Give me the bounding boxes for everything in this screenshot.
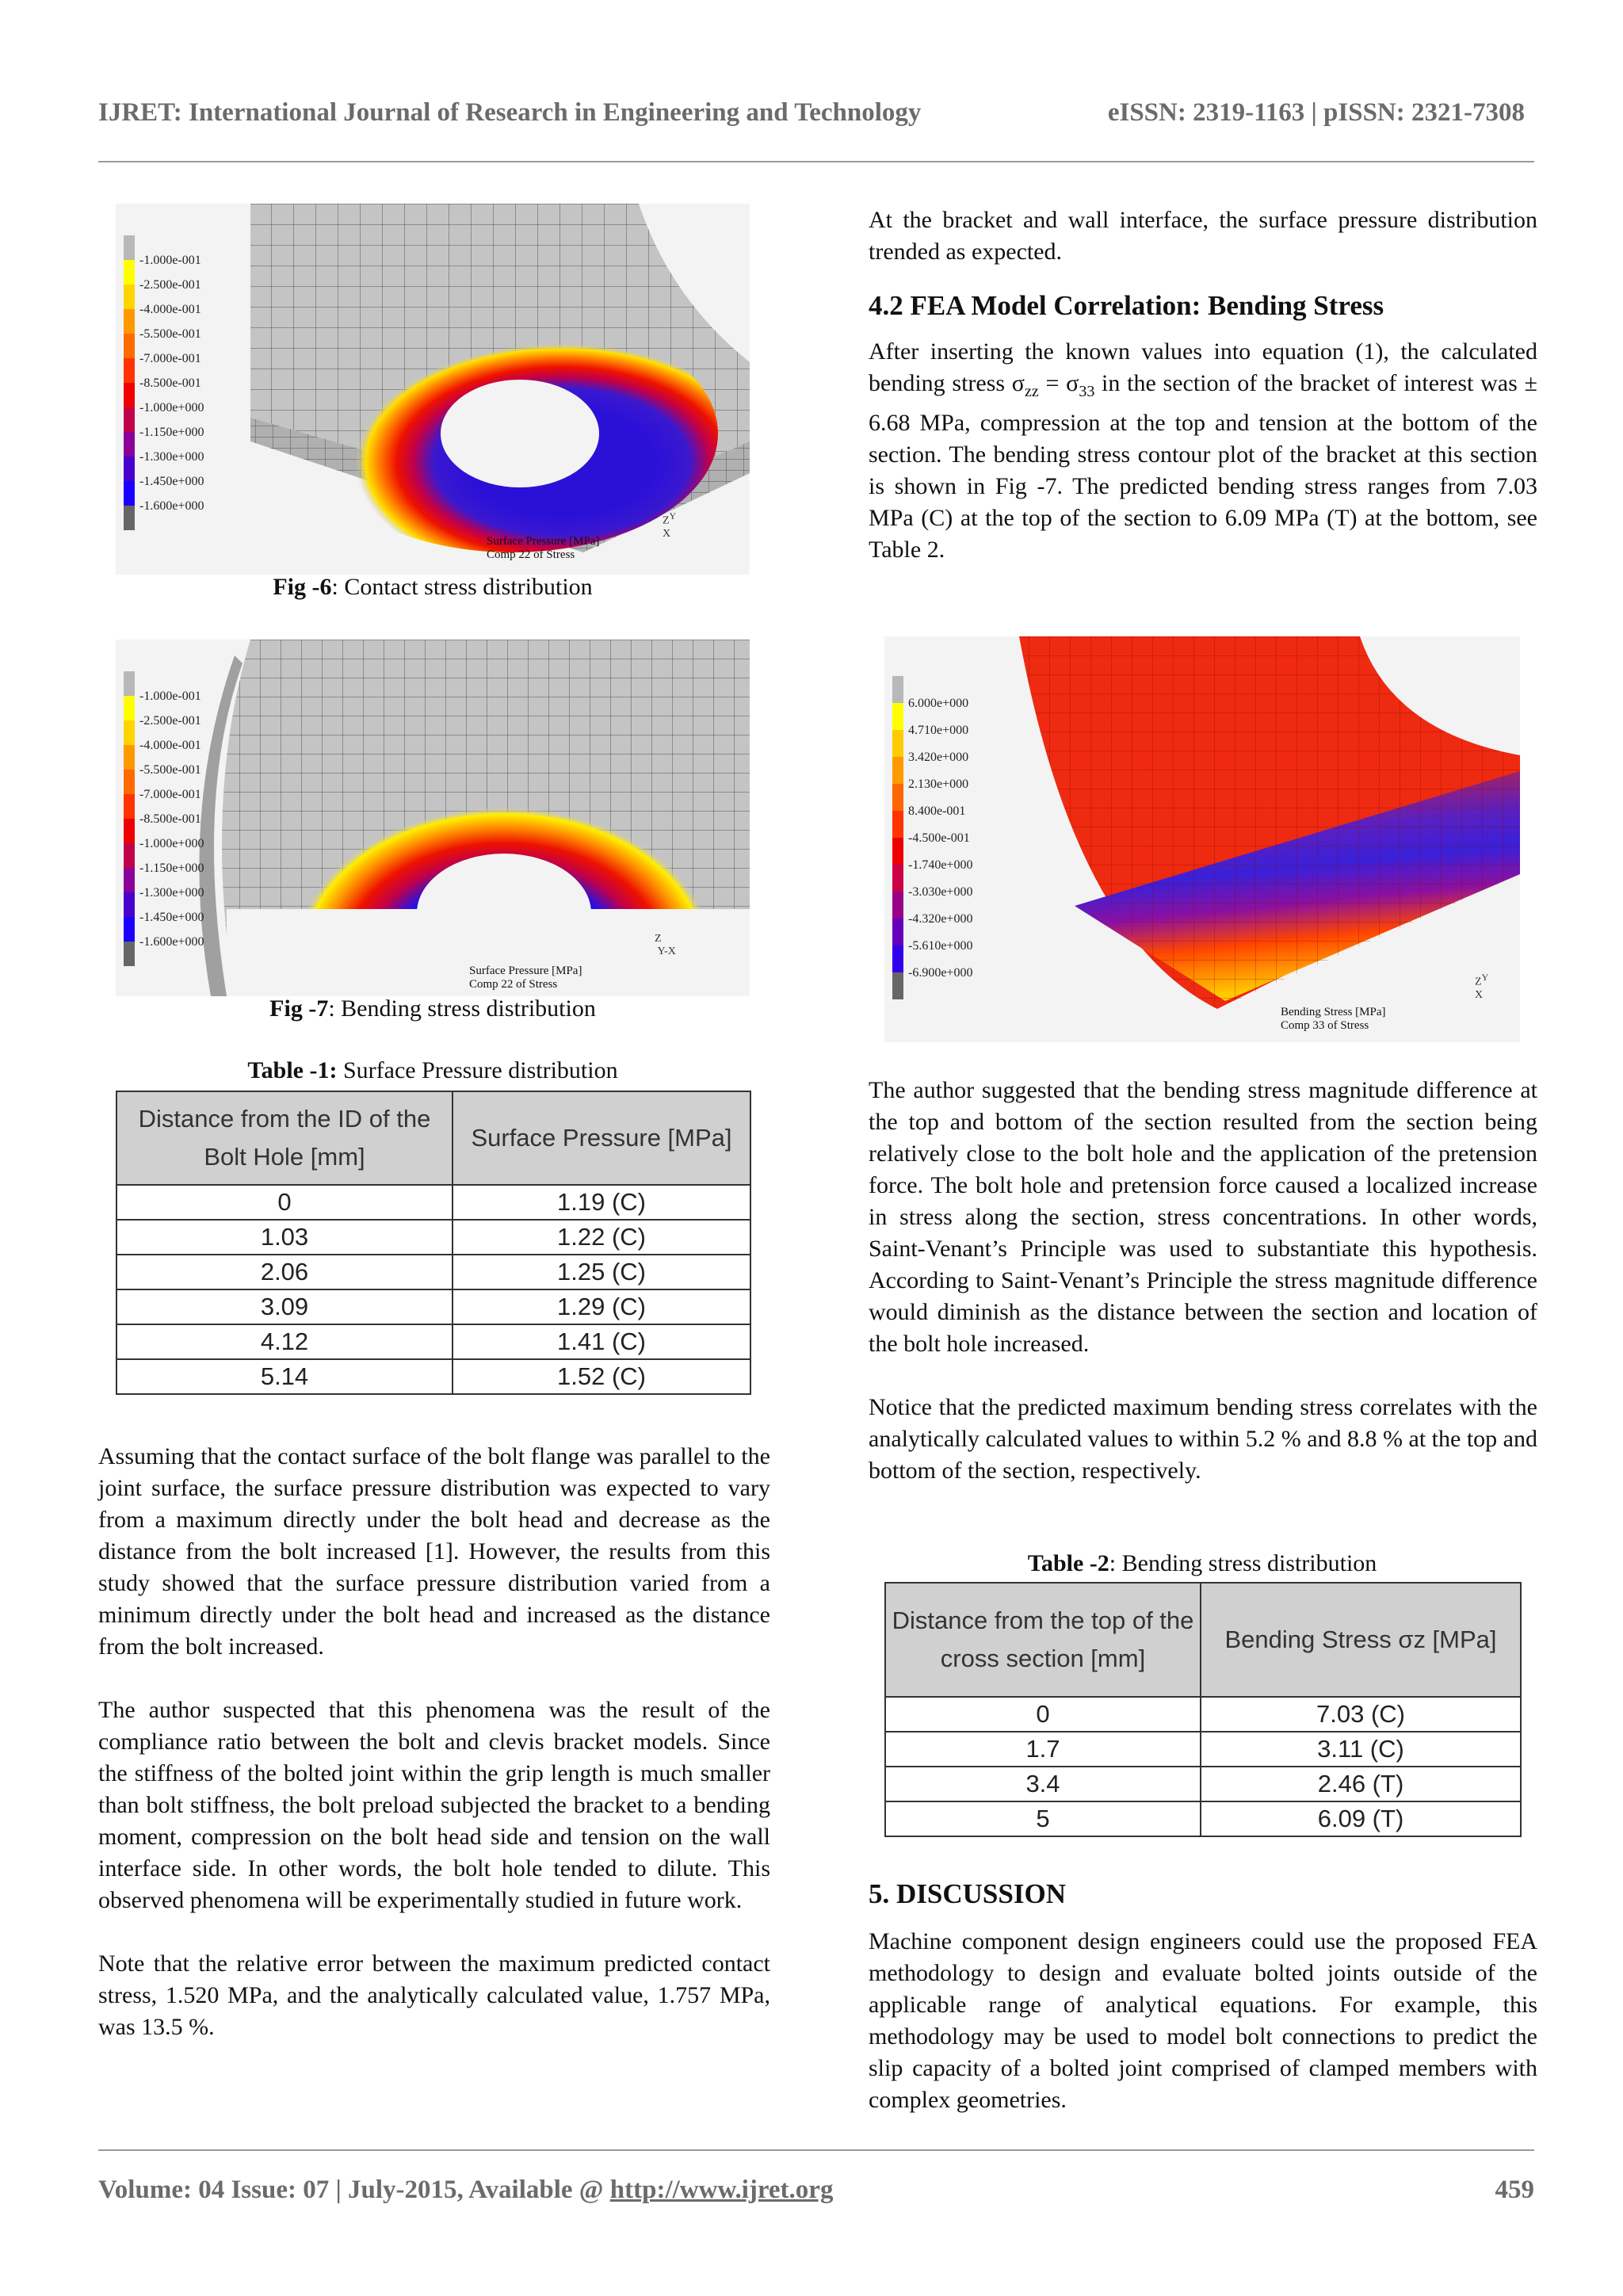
legend-swatch: [124, 671, 135, 696]
legend-label: 4.710e+000: [908, 724, 969, 737]
journal-name: IJRET: International Journal of Research in Engineering and Technology: [98, 98, 922, 127]
table2-cell-value: 7.03 (C): [1201, 1697, 1521, 1732]
right-paragraph-2: The author suggested that the bending stress magnitude difference at the top and bottom of the section resulted from the section being relatively close to the bolt hole and the application of the pretension force. The bolt hole and pretension force caused a localized increase in stress along the section, stress concentrations. In other words, Saint-Venant’s Principle was used to substantiate this hypothesis. According to Saint-Venant’s Principle the stress magnitude difference would diminish as the distance between the section and location of the bolt hole increased.: [869, 1077, 1537, 1357]
table1-cell-distance: 4.12: [116, 1324, 453, 1359]
right-paragraph-3: Notice that the predicted maximum bending stress correlates with the analytically calculated values to within 5.2 % and 8.8 % at the top and bottom of the section, respectively.: [869, 1394, 1537, 1484]
legend-swatch: [124, 819, 135, 843]
legend-label: -4.320e+000: [908, 912, 973, 926]
axis-triad-icon: Z Y-X: [655, 933, 676, 957]
fig7-caption-text: : Bending stress distribution: [328, 995, 596, 1022]
legend-swatch: [124, 506, 135, 530]
fig6-legend-bar: [124, 235, 235, 537]
legend-label: -1.740e+000: [908, 858, 973, 872]
legend-swatch: [892, 757, 903, 784]
issn: eISSN: 2319-1163 | pISSN: 2321-7308: [1107, 98, 1525, 127]
legend-swatch: [124, 745, 135, 770]
table1-label: Table -1:: [247, 1057, 338, 1083]
left-paragraph-1: Assuming that the contact surface of the bolt flange was parallel to the joint surface, the surface pressure distribution was expected to vary from a maximum directly under the bolt head and decrease as the distance from the bolt increased [1]. However, the results from this study showed that the surface pressure distribution varied from a minimum directly under the bolt head and increased as the distance from the bolt increased.: [98, 1443, 770, 1660]
right-column-bottom: [869, 1878, 1537, 2116]
left-paragraph-3: Note that the relative error between the maximum predicted contact stress, 1.520 MPa, and the analytically calculated value, 1.757 MPa, was 13.5 %.: [98, 1950, 770, 2040]
header-rule: [98, 161, 1534, 162]
legend-swatch: [124, 892, 135, 917]
p1-text-b: in the section of the bracket of interest was ± 6.68 MPa, compression at the top and tension at the bottom of the section. The bending stress contour plot of the bracket at this section is shown in Fig -7. The predicted bending stress ranges from 7.03 MPa (C) at the top of the section to 6.09 MPa (T) at the bottom, see Table 2.: [869, 370, 1537, 563]
bending-plot-label: [1281, 1006, 1386, 1033]
table2-row: [885, 1697, 1521, 1732]
table1-cell-value: 1.22 (C): [453, 1220, 750, 1255]
table1-row: [116, 1359, 750, 1394]
legend-label: -8.500e-001: [139, 812, 201, 826]
legend-swatch: [892, 946, 903, 972]
legend-swatch: [892, 811, 903, 838]
legend-swatch: [124, 868, 135, 892]
legend-label: -5.610e+000: [908, 939, 973, 953]
table2-header-distance: Distance from the top of the cross section [mm]: [885, 1583, 1201, 1697]
page-number: 459: [1495, 2176, 1534, 2204]
fig7-legend-bar: [124, 671, 235, 972]
legend-label: 3.420e+000: [908, 751, 969, 764]
legend-label: 2.130e+000: [908, 777, 969, 791]
legend-swatch: [892, 892, 903, 919]
legend-label: -3.030e+000: [908, 885, 973, 899]
legend-label: -1.000e-001: [139, 254, 201, 267]
fig6-legend: [124, 235, 235, 541]
table1-cell-distance: 1.03: [116, 1220, 453, 1255]
table2-cell-value: 6.09 (T): [1201, 1801, 1521, 1836]
bending-legend: [892, 676, 1011, 1005]
table2-row: [885, 1801, 1521, 1836]
legend-label: -7.000e-001: [139, 788, 201, 801]
legend-label: -6.900e+000: [908, 966, 973, 980]
legend-swatch: [124, 285, 135, 309]
section-heading-5: 5. DISCUSSION: [869, 1878, 1066, 1909]
running-header: [98, 98, 1525, 128]
legend-label: -1.600e+000: [139, 499, 204, 513]
legend-label: -1.450e+000: [139, 475, 204, 488]
p1-eq: = σ: [1038, 370, 1079, 396]
fig6-caption-text: : Contact stress distribution: [331, 574, 593, 600]
bending-plot-title: Bending Stress [MPa]: [1281, 1006, 1386, 1018]
footer-text: Volume: 04 Issue: 07 | July-2015, Available @: [98, 2176, 610, 2204]
legend-swatch: [892, 838, 903, 865]
legend-swatch: [892, 972, 903, 999]
legend-swatch: [124, 358, 135, 383]
legend-label: -1.000e+000: [139, 401, 204, 415]
legend-swatch: [124, 843, 135, 868]
fig7-plot-sub: Comp 22 of Stress: [469, 978, 558, 991]
legend-label: -2.500e-001: [139, 278, 201, 292]
table1-cell-value: 1.29 (C): [453, 1289, 750, 1324]
fig6-plot-label: [487, 535, 599, 562]
legend-swatch: [124, 334, 135, 358]
legend-swatch: [124, 309, 135, 334]
running-footer: [98, 2176, 1534, 2205]
table2-caption: [884, 1550, 1520, 1577]
legend-label: -1.600e+000: [139, 935, 204, 949]
table2: [884, 1582, 1522, 1837]
legend-swatch: [892, 676, 903, 703]
legend-label: -4.000e-001: [139, 303, 201, 316]
legend-swatch: [124, 481, 135, 506]
legend-swatch: [124, 432, 135, 457]
table2-cell-value: 2.46 (T): [1201, 1767, 1521, 1801]
table1: [116, 1091, 751, 1395]
table2-cell-value: 3.11 (C): [1201, 1732, 1521, 1767]
legend-label: -5.500e-001: [139, 763, 201, 777]
legend-swatch: [124, 235, 135, 260]
table2-label: Table -2: [1027, 1550, 1109, 1576]
legend-label: 6.000e+000: [908, 697, 969, 710]
table1-cell-value: 1.52 (C): [453, 1359, 750, 1394]
table1-cell-distance: 0: [116, 1185, 453, 1220]
fig7-legend: [124, 671, 235, 976]
left-paragraph-2: The author suspected that this phenomena was the result of the compliance ratio between the bolt and clevis bracket models. Since the stiffness of the bolted joint within the grip length is much smaller than bolt stiffness, the bolt preload subjected the bracket to a bending moment, compression on the bolt head side and tension on the wall interface side. In other words, the bolt hole tended to dilute. This observed phenomena will be experimentally studied in future work.: [98, 1697, 770, 1913]
bending-plot-sub: Comp 33 of Stress: [1281, 1019, 1369, 1032]
footer-link[interactable]: http://www.ijret.org: [609, 2176, 834, 2204]
legend-swatch: [124, 794, 135, 819]
fig6-label: Fig -6: [273, 574, 332, 600]
fig7-plot-title: Surface Pressure [MPa]: [469, 965, 582, 977]
fig6-caption: [116, 574, 750, 601]
legend-label: -7.000e-001: [139, 352, 201, 365]
table2-cell-distance: 1.7: [885, 1732, 1201, 1767]
left-column-text: [98, 1441, 770, 2043]
right-paragraph-4: Machine component design engineers could use the proposed FEA methodology to design and evaluate bolted joints outside of the applicable range of analytical equations. For example, this methodology may be used to model bolt connections to predict the slip capacity of a bolted joint comprised of clamped members with complex geometries.: [869, 1928, 1537, 2113]
legend-swatch: [892, 865, 903, 892]
table1-header-distance: Distance from the ID of the Bolt Hole [mm]: [116, 1091, 453, 1185]
legend-label: -1.150e+000: [139, 426, 204, 439]
right-paragraph-0: At the bracket and wall interface, the surface pressure distribution trended as expected.: [869, 207, 1537, 265]
axis-triad-icon: $Z^Y$ X: [663, 511, 676, 540]
legend-label: -1.300e+000: [139, 450, 204, 464]
table2-cell-distance: 3.4: [885, 1767, 1201, 1801]
table2-cell-distance: 5: [885, 1801, 1201, 1836]
bending-legend-bar: [892, 676, 1011, 1001]
legend-label: -1.150e+000: [139, 861, 204, 875]
fig7-caption: [116, 995, 750, 1022]
table2-row: [885, 1767, 1521, 1801]
legend-label: -1.450e+000: [139, 911, 204, 924]
legend-swatch: [124, 917, 135, 942]
p1-text-a: After inserting the known values into equation (1), the calculated bending stress σ: [869, 338, 1537, 396]
legend-swatch: [124, 407, 135, 432]
table1-row: [116, 1255, 750, 1289]
fig7-plot-label: [469, 965, 582, 991]
table2-title: : Bending stress distribution: [1109, 1550, 1377, 1576]
table1-row: [116, 1185, 750, 1220]
table1-cell-value: 1.19 (C): [453, 1185, 750, 1220]
fig6-image: [116, 204, 750, 575]
legend-label: -4.000e-001: [139, 739, 201, 752]
legend-swatch: [892, 919, 903, 946]
fig-bending-image: [884, 636, 1520, 1042]
fig6-plot-title: Surface Pressure [MPa]: [487, 535, 600, 548]
legend-label: -1.000e+000: [139, 837, 204, 850]
table1-row: [116, 1220, 750, 1255]
right-column-top: [869, 204, 1537, 566]
table1-cell-distance: 5.14: [116, 1359, 453, 1394]
table1-caption: [116, 1057, 750, 1084]
legend-swatch: [124, 770, 135, 794]
table1-header-pressure: Surface Pressure [MPa]: [453, 1091, 750, 1185]
fig6-plot-sub: Comp 22 of Stress: [487, 548, 575, 561]
table2-cell-distance: 0: [885, 1697, 1201, 1732]
legend-label: -5.500e-001: [139, 327, 201, 341]
legend-label: -4.500e-001: [908, 831, 970, 845]
table1-row: [116, 1289, 750, 1324]
legend-swatch: [124, 260, 135, 285]
table1-cell-distance: 3.09: [116, 1289, 453, 1324]
legend-swatch: [124, 457, 135, 481]
table1-cell-distance: 2.06: [116, 1255, 453, 1289]
table2-row: [885, 1732, 1521, 1767]
legend-swatch: [124, 696, 135, 720]
legend-swatch: [892, 703, 903, 730]
footer-rule: [98, 2149, 1534, 2151]
fig7-image: [116, 640, 750, 996]
legend-label: -1.300e+000: [139, 886, 204, 900]
right-column-mid: [869, 1075, 1537, 1487]
table1-title: Surface Pressure distribution: [337, 1057, 618, 1083]
table1-cell-value: 1.25 (C): [453, 1255, 750, 1289]
section-heading-4-2: 4.2 FEA Model Correlation: Bending Stress: [869, 290, 1384, 321]
legend-label: 8.400e-001: [908, 804, 966, 818]
legend-swatch: [124, 383, 135, 407]
legend-label: -2.500e-001: [139, 714, 201, 728]
table2-header-stress: Bending Stress σz [MPa]: [1201, 1583, 1521, 1697]
axis-triad-icon: $Z^Y$ X: [1475, 972, 1488, 1001]
legend-swatch: [124, 942, 135, 966]
legend-swatch: [124, 720, 135, 745]
legend-label: -1.000e-001: [139, 690, 201, 703]
legend-swatch: [892, 784, 903, 811]
right-paragraph-1: [869, 336, 1537, 566]
table1-cell-value: 1.41 (C): [453, 1324, 750, 1359]
p1-sub-33: 33: [1079, 383, 1095, 400]
legend-swatch: [892, 730, 903, 757]
legend-label: -8.500e-001: [139, 376, 201, 390]
table1-row: [116, 1324, 750, 1359]
p1-sub-zz: zz: [1024, 383, 1039, 400]
fig7-label: Fig -7: [269, 995, 329, 1022]
